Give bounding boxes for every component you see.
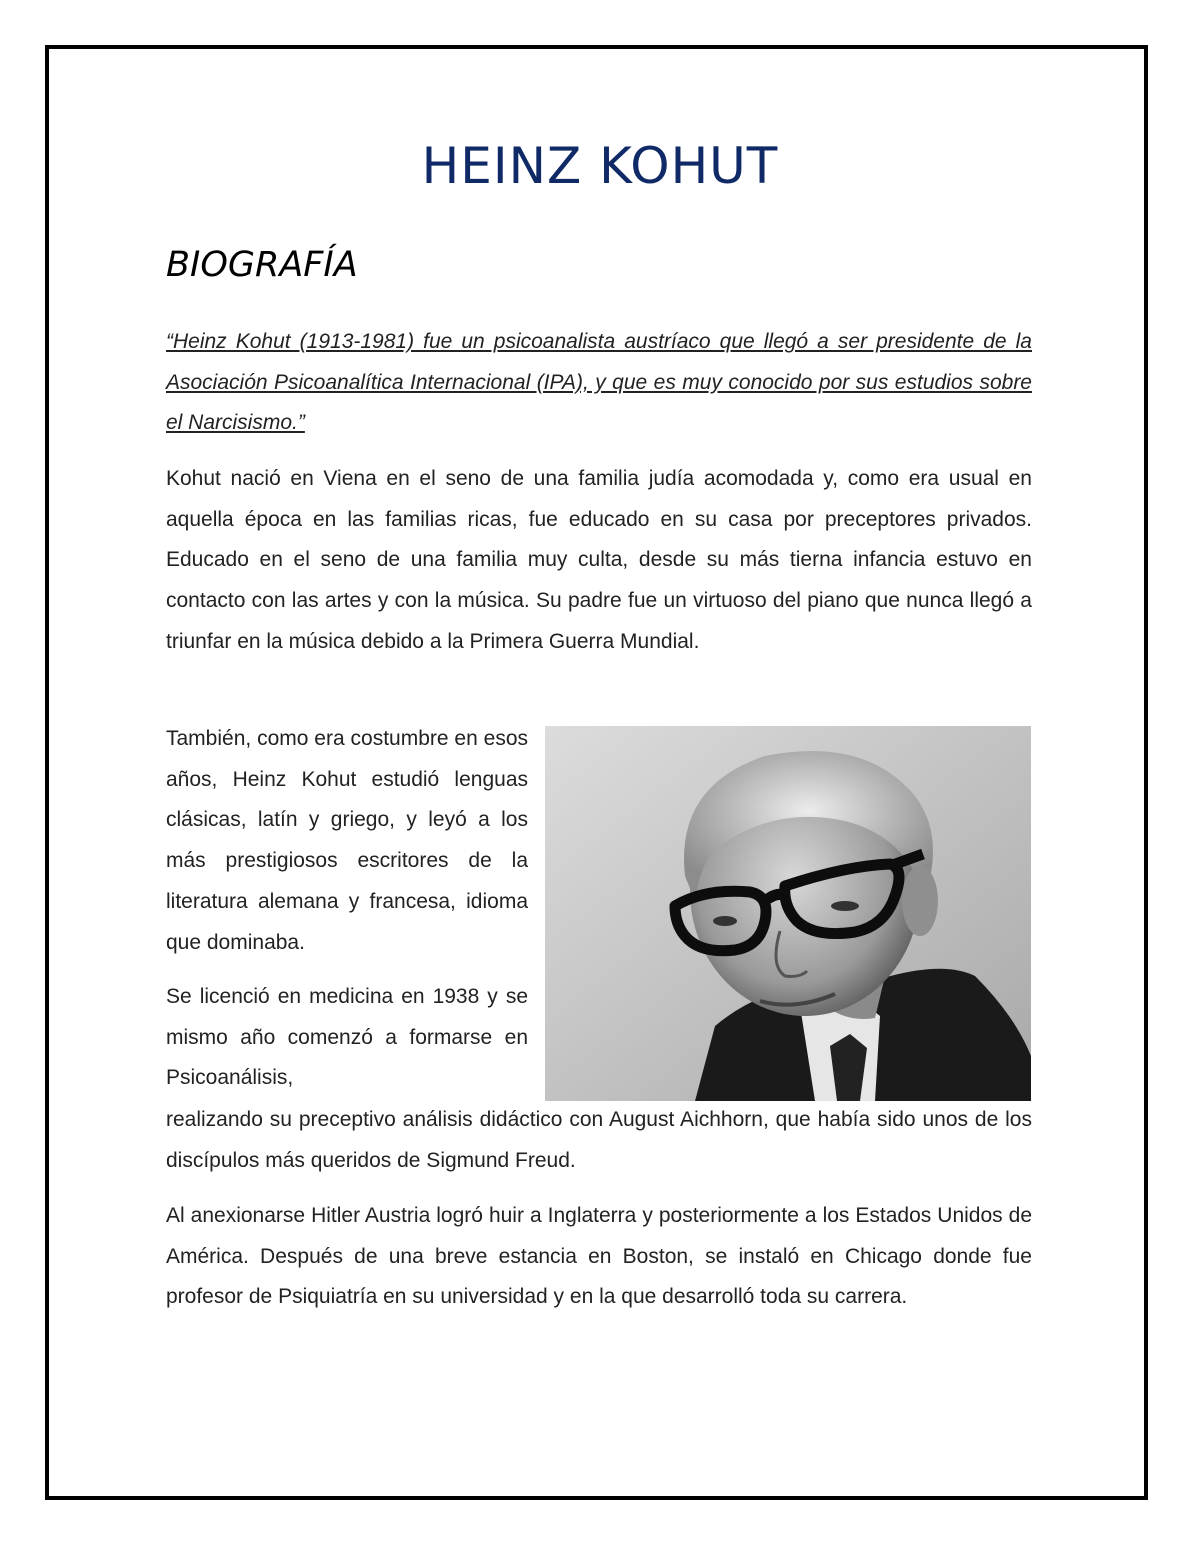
paragraph-medicine-end: realizando su preceptivo análisis didáctico con August Aichhorn, que había sido unos de los discípulos más queridos de Sigmund Freud. <box>166 1108 1032 1172</box>
paragraph-birth: Kohut nació en Viena en el seno de una familia judía acomodada y, como era usual en aquella época en las familias ricas, fue educado en su casa por preceptores privados. Educado en el seno de una familia muy culta, desde su más tierna infancia estuvo en contacto con las artes y con la música. Su padre fue un virtuoso del piano que nunca llegó a triunfar en la música debido a la Primera Guerra Mundial. <box>166 467 1032 653</box>
section-heading: BIOGRAFÍA <box>166 245 358 285</box>
paragraph-emigration: Al anexionarse Hitler Austria logró huir a Inglaterra y posteriormente a los Estados Unidos de América. Después de una breve estancia en Boston, se instaló en Chicago donde fue profesor de Psiquiatría en su universidad y en la que desarrolló toda su carrera. <box>166 1204 1032 1309</box>
portrait-photo <box>545 726 1031 1101</box>
document-title: HEINZ KOHUT <box>421 137 779 195</box>
paragraph-medicine-start: Se licenció en medicina en 1938 y se mismo año comenzó a formarse en Psicoanálisis, <box>166 985 528 1090</box>
intro-quote: “Heinz Kohut (1913-1981) fue un psicoanalista austríaco que llegó a ser presidente de la Asociación Psicoanalítica Internacional (IPA), y que es muy conocido por sus estudios sobre el Narcisismo.” <box>166 330 1032 435</box>
paragraph-education: También, como era costumbre en esos años, Heinz Kohut estudió lenguas clásicas, latín y griego, y leyó a los más prestigiosos escritores de la literatura alemana y francesa, idioma que dominaba. <box>166 727 528 954</box>
